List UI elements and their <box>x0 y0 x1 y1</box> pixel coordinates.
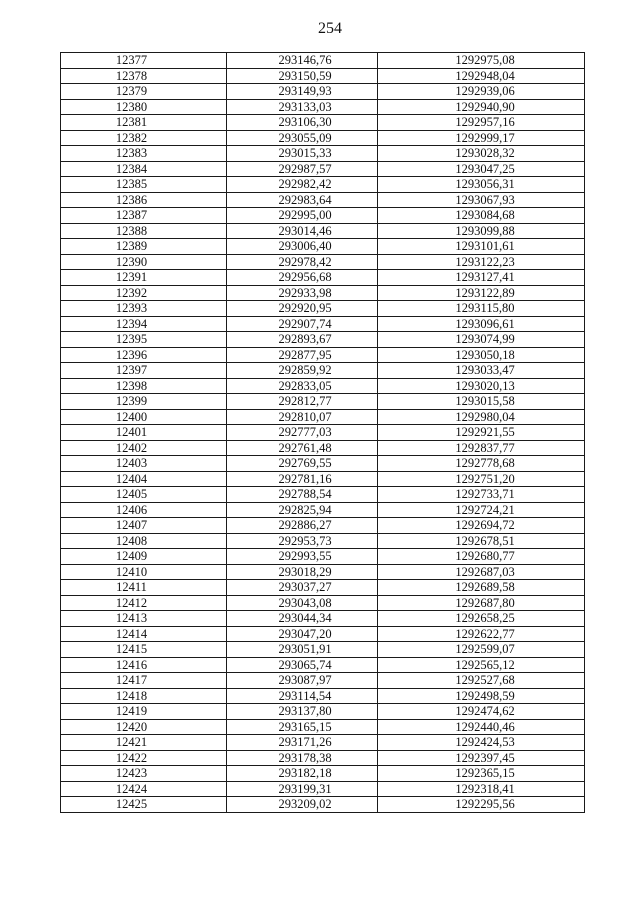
coordinates-table-body <box>61 53 585 813</box>
point-number-cell: 12392 <box>61 285 227 301</box>
point-number-cell: 12420 <box>61 719 227 735</box>
x-coordinate-cell: 293114,54 <box>227 688 378 704</box>
x-coordinate-cell: 293051,91 <box>227 642 378 658</box>
x-coordinate-cell: 292978,42 <box>227 254 378 270</box>
y-coordinate-cell: 1292980,04 <box>378 409 585 425</box>
point-number-cell: 12398 <box>61 378 227 394</box>
table-row <box>61 285 585 301</box>
y-coordinate-cell: 1292975,08 <box>378 53 585 69</box>
x-coordinate-cell: 292877,95 <box>227 347 378 363</box>
point-number-cell: 12381 <box>61 115 227 131</box>
y-coordinate-cell: 1292778,68 <box>378 456 585 472</box>
y-coordinate-cell: 1292694,72 <box>378 518 585 534</box>
x-coordinate-cell: 292993,55 <box>227 549 378 565</box>
x-coordinate-cell: 293055,09 <box>227 130 378 146</box>
y-coordinate-cell: 1293028,32 <box>378 146 585 162</box>
x-coordinate-cell: 292781,16 <box>227 471 378 487</box>
point-number-cell: 12383 <box>61 146 227 162</box>
table-row <box>61 719 585 735</box>
x-coordinate-cell: 292907,74 <box>227 316 378 332</box>
x-coordinate-cell: 293178,38 <box>227 750 378 766</box>
point-number-cell: 12389 <box>61 239 227 255</box>
y-coordinate-cell: 1292397,45 <box>378 750 585 766</box>
x-coordinate-cell: 292833,05 <box>227 378 378 394</box>
x-coordinate-cell: 293044,34 <box>227 611 378 627</box>
x-coordinate-cell: 293165,15 <box>227 719 378 735</box>
y-coordinate-cell: 1292424,53 <box>378 735 585 751</box>
x-coordinate-cell: 292920,95 <box>227 301 378 317</box>
table-row <box>61 611 585 627</box>
y-coordinate-cell: 1293047,25 <box>378 161 585 177</box>
y-coordinate-cell: 1293033,47 <box>378 363 585 379</box>
y-coordinate-cell: 1293067,93 <box>378 192 585 208</box>
y-coordinate-cell: 1292733,71 <box>378 487 585 503</box>
x-coordinate-cell: 293014,46 <box>227 223 378 239</box>
point-number-cell: 12417 <box>61 673 227 689</box>
x-coordinate-cell: 293065,74 <box>227 657 378 673</box>
point-number-cell: 12408 <box>61 533 227 549</box>
y-coordinate-cell: 1293096,61 <box>378 316 585 332</box>
table-row <box>61 518 585 534</box>
y-coordinate-cell: 1292599,07 <box>378 642 585 658</box>
point-number-cell: 12423 <box>61 766 227 782</box>
table-row <box>61 487 585 503</box>
x-coordinate-cell: 292788,54 <box>227 487 378 503</box>
point-number-cell: 12410 <box>61 564 227 580</box>
table-row <box>61 409 585 425</box>
x-coordinate-cell: 293037,27 <box>227 580 378 596</box>
point-number-cell: 12414 <box>61 626 227 642</box>
point-number-cell: 12407 <box>61 518 227 534</box>
table-row <box>61 735 585 751</box>
x-coordinate-cell: 293087,97 <box>227 673 378 689</box>
point-number-cell: 12415 <box>61 642 227 658</box>
y-coordinate-cell: 1293099,88 <box>378 223 585 239</box>
table-row <box>61 53 585 69</box>
x-coordinate-cell: 292987,57 <box>227 161 378 177</box>
y-coordinate-cell: 1292724,21 <box>378 502 585 518</box>
y-coordinate-cell: 1293122,23 <box>378 254 585 270</box>
y-coordinate-cell: 1292440,46 <box>378 719 585 735</box>
table-row <box>61 549 585 565</box>
y-coordinate-cell: 1293074,99 <box>378 332 585 348</box>
x-coordinate-cell: 292769,55 <box>227 456 378 472</box>
x-coordinate-cell: 293150,59 <box>227 68 378 84</box>
x-coordinate-cell: 292953,73 <box>227 533 378 549</box>
y-coordinate-cell: 1292658,25 <box>378 611 585 627</box>
x-coordinate-cell: 293106,30 <box>227 115 378 131</box>
y-coordinate-cell: 1292921,55 <box>378 425 585 441</box>
point-number-cell: 12388 <box>61 223 227 239</box>
y-coordinate-cell: 1293015,58 <box>378 394 585 410</box>
point-number-cell: 12382 <box>61 130 227 146</box>
table-row <box>61 115 585 131</box>
y-coordinate-cell: 1292939,06 <box>378 84 585 100</box>
table-row <box>61 130 585 146</box>
table-row <box>61 580 585 596</box>
y-coordinate-cell: 1293127,41 <box>378 270 585 286</box>
table-row <box>61 223 585 239</box>
y-coordinate-cell: 1292689,58 <box>378 580 585 596</box>
x-coordinate-cell: 292893,67 <box>227 332 378 348</box>
coordinates-table <box>60 52 585 813</box>
point-number-cell: 12413 <box>61 611 227 627</box>
y-coordinate-cell: 1292751,20 <box>378 471 585 487</box>
point-number-cell: 12404 <box>61 471 227 487</box>
x-coordinate-cell: 293182,18 <box>227 766 378 782</box>
x-coordinate-cell: 293006,40 <box>227 239 378 255</box>
point-number-cell: 12386 <box>61 192 227 208</box>
point-number-cell: 12411 <box>61 580 227 596</box>
table-row <box>61 146 585 162</box>
table-row <box>61 564 585 580</box>
table-row <box>61 192 585 208</box>
y-coordinate-cell: 1292687,80 <box>378 595 585 611</box>
table-row <box>61 239 585 255</box>
point-number-cell: 12393 <box>61 301 227 317</box>
x-coordinate-cell: 292886,27 <box>227 518 378 534</box>
y-coordinate-cell: 1292948,04 <box>378 68 585 84</box>
x-coordinate-cell: 292995,00 <box>227 208 378 224</box>
y-coordinate-cell: 1292565,12 <box>378 657 585 673</box>
point-number-cell: 12401 <box>61 425 227 441</box>
y-coordinate-cell: 1292680,77 <box>378 549 585 565</box>
y-coordinate-cell: 1293084,68 <box>378 208 585 224</box>
point-number-cell: 12399 <box>61 394 227 410</box>
x-coordinate-cell: 293137,80 <box>227 704 378 720</box>
y-coordinate-cell: 1293122,89 <box>378 285 585 301</box>
point-number-cell: 12416 <box>61 657 227 673</box>
table-row <box>61 502 585 518</box>
y-coordinate-cell: 1293056,31 <box>378 177 585 193</box>
point-number-cell: 12377 <box>61 53 227 69</box>
point-number-cell: 12409 <box>61 549 227 565</box>
x-coordinate-cell: 293171,26 <box>227 735 378 751</box>
point-number-cell: 12379 <box>61 84 227 100</box>
y-coordinate-cell: 1293050,18 <box>378 347 585 363</box>
y-coordinate-cell: 1292527,68 <box>378 673 585 689</box>
y-coordinate-cell: 1292837,77 <box>378 440 585 456</box>
point-number-cell: 12384 <box>61 161 227 177</box>
table-row <box>61 657 585 673</box>
x-coordinate-cell: 293146,76 <box>227 53 378 69</box>
y-coordinate-cell: 1292474,62 <box>378 704 585 720</box>
table-row <box>61 797 585 813</box>
table-row <box>61 781 585 797</box>
point-number-cell: 12380 <box>61 99 227 115</box>
point-number-cell: 12387 <box>61 208 227 224</box>
x-coordinate-cell: 293209,02 <box>227 797 378 813</box>
table-row <box>61 332 585 348</box>
x-coordinate-cell: 293199,31 <box>227 781 378 797</box>
table-row <box>61 177 585 193</box>
table-row <box>61 626 585 642</box>
table-row <box>61 347 585 363</box>
point-number-cell: 12403 <box>61 456 227 472</box>
table-row <box>61 301 585 317</box>
table-row <box>61 704 585 720</box>
point-number-cell: 12400 <box>61 409 227 425</box>
table-row <box>61 99 585 115</box>
y-coordinate-cell: 1292622,77 <box>378 626 585 642</box>
page-number: 254 <box>318 20 342 37</box>
point-number-cell: 12385 <box>61 177 227 193</box>
table-row <box>61 378 585 394</box>
table-row <box>61 270 585 286</box>
point-number-cell: 12421 <box>61 735 227 751</box>
point-number-cell: 12402 <box>61 440 227 456</box>
point-number-cell: 12395 <box>61 332 227 348</box>
x-coordinate-cell: 292956,68 <box>227 270 378 286</box>
y-coordinate-cell: 1293101,61 <box>378 239 585 255</box>
table-row <box>61 84 585 100</box>
table-row <box>61 533 585 549</box>
y-coordinate-cell: 1292940,90 <box>378 99 585 115</box>
x-coordinate-cell: 292983,64 <box>227 192 378 208</box>
table-row <box>61 688 585 704</box>
x-coordinate-cell: 292859,92 <box>227 363 378 379</box>
x-coordinate-cell: 293149,93 <box>227 84 378 100</box>
y-coordinate-cell: 1292365,15 <box>378 766 585 782</box>
x-coordinate-cell: 293133,03 <box>227 99 378 115</box>
point-number-cell: 12390 <box>61 254 227 270</box>
y-coordinate-cell: 1292295,56 <box>378 797 585 813</box>
y-coordinate-cell: 1292498,59 <box>378 688 585 704</box>
table-row <box>61 208 585 224</box>
point-number-cell: 12396 <box>61 347 227 363</box>
y-coordinate-cell: 1292957,16 <box>378 115 585 131</box>
x-coordinate-cell: 293015,33 <box>227 146 378 162</box>
table-row <box>61 456 585 472</box>
table-row <box>61 440 585 456</box>
y-coordinate-cell: 1292318,41 <box>378 781 585 797</box>
x-coordinate-cell: 293018,29 <box>227 564 378 580</box>
x-coordinate-cell: 293047,20 <box>227 626 378 642</box>
point-number-cell: 12391 <box>61 270 227 286</box>
table-row <box>61 425 585 441</box>
point-number-cell: 12406 <box>61 502 227 518</box>
x-coordinate-cell: 292982,42 <box>227 177 378 193</box>
x-coordinate-cell: 292825,94 <box>227 502 378 518</box>
y-coordinate-cell: 1292999,17 <box>378 130 585 146</box>
table-row <box>61 68 585 84</box>
table-row <box>61 766 585 782</box>
y-coordinate-cell: 1293115,80 <box>378 301 585 317</box>
x-coordinate-cell: 292777,03 <box>227 425 378 441</box>
point-number-cell: 12419 <box>61 704 227 720</box>
table-row <box>61 642 585 658</box>
table-row <box>61 316 585 332</box>
y-coordinate-cell: 1292678,51 <box>378 533 585 549</box>
point-number-cell: 12424 <box>61 781 227 797</box>
point-number-cell: 12418 <box>61 688 227 704</box>
point-number-cell: 12425 <box>61 797 227 813</box>
point-number-cell: 12378 <box>61 68 227 84</box>
y-coordinate-cell: 1292687,03 <box>378 564 585 580</box>
table-row <box>61 471 585 487</box>
point-number-cell: 12394 <box>61 316 227 332</box>
point-number-cell: 12412 <box>61 595 227 611</box>
table-row <box>61 254 585 270</box>
point-number-cell: 12422 <box>61 750 227 766</box>
x-coordinate-cell: 292812,77 <box>227 394 378 410</box>
x-coordinate-cell: 292810,07 <box>227 409 378 425</box>
x-coordinate-cell: 293043,08 <box>227 595 378 611</box>
table-row <box>61 673 585 689</box>
table-row <box>61 161 585 177</box>
table-row <box>61 750 585 766</box>
y-coordinate-cell: 1293020,13 <box>378 378 585 394</box>
table-row <box>61 595 585 611</box>
x-coordinate-cell: 292761,48 <box>227 440 378 456</box>
table-row <box>61 363 585 379</box>
table-row <box>61 394 585 410</box>
point-number-cell: 12405 <box>61 487 227 503</box>
x-coordinate-cell: 292933,98 <box>227 285 378 301</box>
point-number-cell: 12397 <box>61 363 227 379</box>
